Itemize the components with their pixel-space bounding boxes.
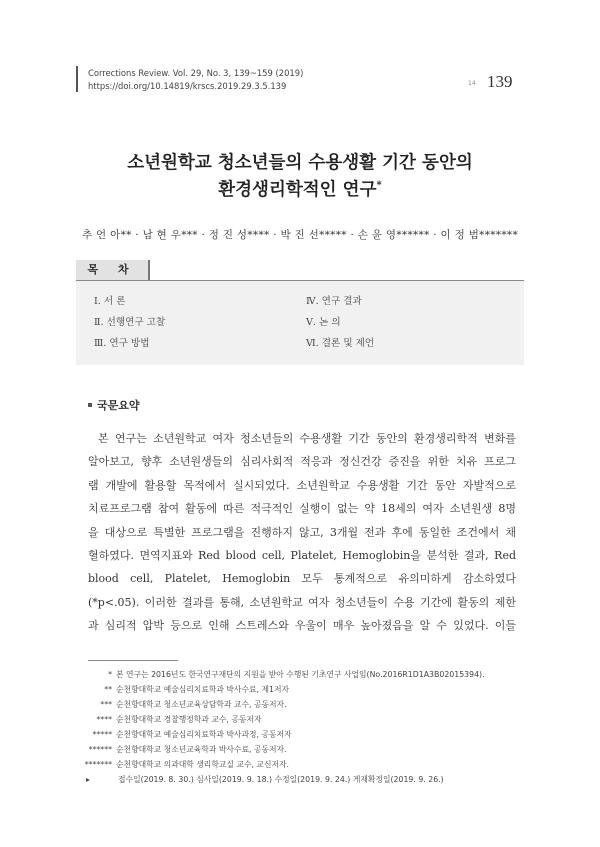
footnote-marker: ***** [92, 730, 112, 739]
paper-title-line2 [0, 176, 600, 201]
page-number: 139 [487, 72, 513, 91]
footnote-marker: ******* [84, 760, 112, 769]
footnote [84, 744, 524, 755]
toc-item[interactable]: Ⅳ. 연구 결과 [306, 296, 362, 307]
footnote-marker: **** [96, 715, 112, 724]
abstract-body [88, 427, 516, 638]
triangle-bullet-icon: ▸ [86, 775, 90, 784]
footnote [84, 759, 524, 770]
toc-item[interactable]: Ⅰ. 서 론 [94, 296, 126, 307]
abstract-heading [88, 397, 140, 413]
footnote-marker: * [108, 670, 112, 679]
abstract-line: 혈하였다. 면역지표와 Red blood cell, Platelet, Hemoglobin을 분석한 결과, Red [88, 549, 516, 563]
toc-item[interactable]: Ⅴ. 논 의 [306, 317, 341, 328]
journal-citation [88, 67, 303, 93]
doi-link[interactable]: https://doi.org/10.14819/krscs.2019.29.3.5.139 [88, 81, 287, 91]
toc-item[interactable]: Ⅵ. 결론 및 제언 [306, 338, 375, 349]
footnote-text: 본 연구는 2016년도 한국연구재단의 지원을 받아 수행된 기초연구 사업임(No.2016R1D1A3B02015394). [116, 670, 485, 679]
abstract-line: 본 연구는 소년원학교 여자 청소년들의 수용생활 기간 동안의 환경생리학적 변화를 [98, 432, 516, 445]
journal-line: Corrections Review. Vol. 29, No. 3, 139~159 (2019) [88, 68, 304, 78]
footnote [84, 714, 524, 725]
paper-title-text: 환경생리학적인 연구 [218, 180, 377, 200]
footnote [84, 774, 524, 785]
footnote [84, 699, 524, 710]
footnote-text: 순천향대학교 의과대학 생리학교실 교수, 교신저자. [116, 760, 290, 769]
header-mark: 14 [468, 80, 476, 87]
footnote-text: 접수일(2019. 8. 30.) 심사일(2019. 9. 18.) 수정일(2019. 9. 24.) 게재확정일(2019. 9. 26.) [118, 775, 444, 784]
toc-item[interactable]: Ⅱ. 선행연구 고찰 [94, 317, 166, 328]
abstract-line: 과 심리적 압박 등으로 인해 스트레스와 우울이 매우 높아졌음을 알 수 있었다. 이들 [88, 619, 516, 633]
footnote-text: 순천향대학교 청소년교육상담학과 교수, 공동저자. [116, 700, 287, 709]
abstract-line: 치료프로그램 참여 활동에 따른 적극적인 실행이 없는 약 18세의 여자 소년원생 8명 [88, 502, 516, 516]
footnote [84, 669, 524, 680]
footnote-marker: ** [104, 685, 112, 694]
footnote-text: 순천향대학교 청소년교육학과 박사수료, 공동저자. [116, 745, 287, 754]
abstract-line: 을 대상으로 특별한 프로그램을 진행하지 않고, 3개월 전과 후에 동일한 조건에서 채 [88, 525, 516, 539]
footnote [84, 729, 524, 740]
abstract-line: 램 개발에 활용할 목적에서 실시되었다. 소년원학교 수용생활 기간 동안 자발적으로 [88, 478, 516, 492]
paper-title-line1: 소년원학교 청소년들의 수용생활 기간 동안의 [127, 153, 473, 173]
footnote [84, 684, 524, 695]
footnote-text: 순천향대학교 예술심리치료학과 박사과정, 공동저자 [116, 730, 292, 739]
footnote-rule [88, 660, 178, 661]
abstract-line: blood cell, Platelet, Hemoglobin 모두 통계적으로 유의미하게 감소하였다 [88, 572, 516, 586]
toc-heading: 목 차 [76, 260, 150, 280]
bullet-square-icon [88, 403, 92, 407]
title-footnote-marker: * [376, 180, 382, 192]
author-list: 추 언 아** · 남 현 우*** · 정 진 성**** · 박 진 선***** · 손 윤 영****** · 이 정 범******* [81, 229, 519, 241]
header-rule [76, 66, 78, 92]
abstract-heading-text: 국문요약 [97, 399, 140, 412]
footnote-text: 순천향대학교 예술심리치료학과 박사수료, 제1저자 [116, 685, 290, 694]
abstract-line: (*p<.05). 이러한 결과를 통해, 소년원학교 여자 청소년들이 수용 기간에 활동의 제한 [88, 595, 516, 609]
abstract-line: 알아보고, 향후 소년원생들의 심리사회적 적응과 정신건강 증진을 위한 치유 프로그 [88, 455, 516, 469]
footnote-marker: ****** [88, 745, 112, 754]
toc-item[interactable]: Ⅲ. 연구 방법 [94, 338, 150, 349]
footnote-text: 순천향대학교 경찰행정학과 교수, 공동저자 [116, 715, 262, 724]
footnote-marker: *** [100, 700, 112, 709]
